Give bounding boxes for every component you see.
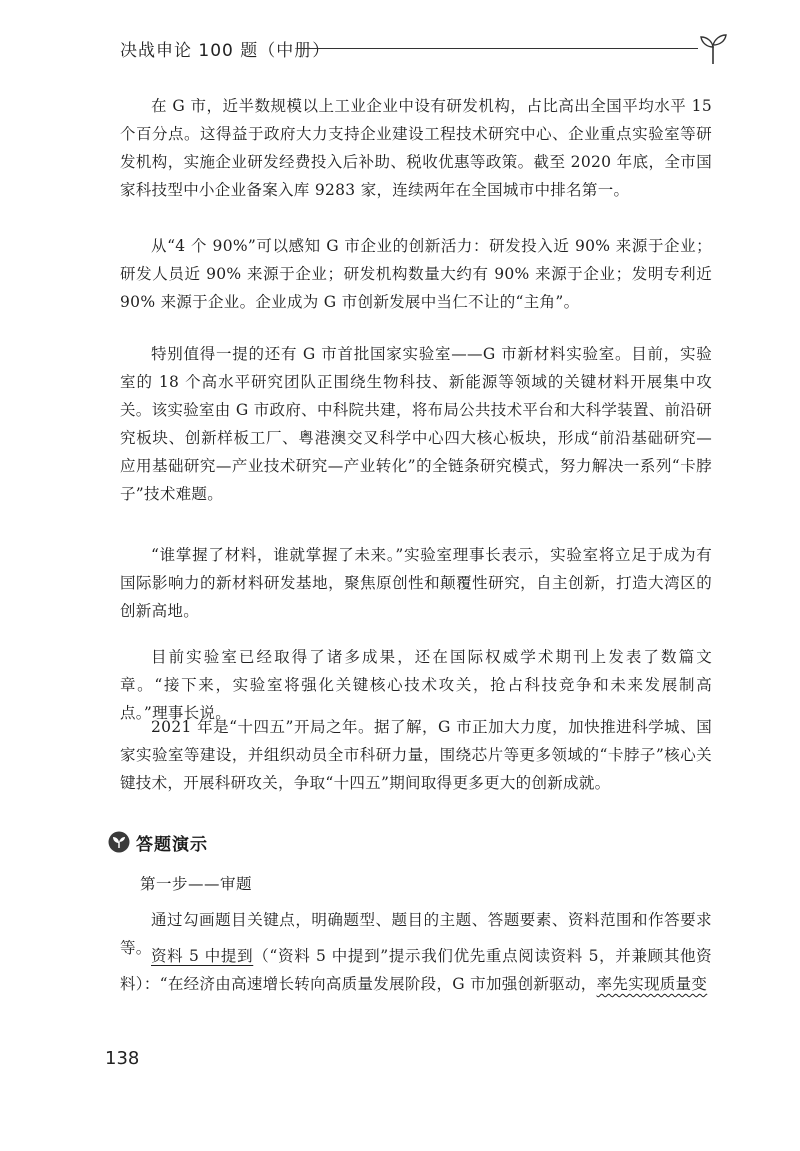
paragraph-6: 2021 年是“十四五”开局之年。据了解，G 市正加大力度，加快推进科学城、国家实验室等建设，并组织动员全市科研力量，围绕芯片等更多领域的“卡脖子”核心关键技术，开展科研攻关，争取“十四五”期间取得更多更大的创新成就。 bbox=[120, 718, 712, 792]
wavy-underlined-phrase: 率先实现质量变 bbox=[596, 975, 708, 993]
paragraph-4: “谁掌握了材料，谁就掌握了未来。”实验室理事长表示，实验室将立足于成为有国际影响力的新材料研发基地，聚焦原创性和颠覆性研究，自主创新，打造大湾区的创新高地。 bbox=[120, 546, 712, 620]
paragraph-8-body: （“资料 5 中提到”提示我们优先重点阅读资料 5，并兼顾其他资料）：“在经济由高速增长转向高质量发展阶段，G 市加强创新驱动， bbox=[120, 947, 712, 993]
section-title: 答题演示 bbox=[136, 834, 208, 855]
paragraph-5: 目前实验室已经取得了诸多成果，还在国际权威学术期刊上发表了数篇文章。“接下来，实验室将强化关键核心技术攻关，抢占科技竞争和未来发展制高点。”理事长说。 bbox=[120, 648, 712, 722]
paragraph-1: 在 G 市，近半数规模以上工业企业中设有研发机构，占比高出全国平均水平 15 个百分点。这得益于政府大力支持企业建设工程技术研究中心、企业重点实验室等研发机构，实施企业研发经费投入后补助、税收优惠等政策。截至 2020 年底，全市国家科技型中小企业备案入库 9283 家，连续两年在全国城市中排名第一。 bbox=[120, 97, 712, 199]
paragraph-8 bbox=[120, 942, 712, 998]
page-number: 138 bbox=[105, 1048, 140, 1069]
sprout-icon bbox=[698, 32, 728, 66]
underlined-phrase: 资料 5 中提到 bbox=[151, 947, 254, 965]
paragraph-2: 从“4 个 90%”可以感知 G 市企业的创新活力：研发投入近 90% 来源于企业；研发人员近 90% 来源于企业；研发机构数量大约有 90% 来源于企业；发明专利近 90% 来源于企业。企业成为 G 市创新发展中当仁不让的“主角”。 bbox=[120, 237, 712, 311]
paragraph-3: 特别值得一提的还有 G 市首批国家实验室——G 市新材料实验室。目前，实验室的 18 个高水平研究团队正围绕生物科技、新能源等领域的关键材料开展集中攻关。该实验室由 G 市政府、中科院共建，将布局公共技术平台和大科学装置、前沿研究板块、创新样板工厂、粤港澳交叉科学中心四大核心板块，形成“前沿基础研究—应用基础研究—产业技术研究—产业转化”的全链条研究模式，努力解决一系列“卡脖子”技术难题。 bbox=[120, 345, 712, 503]
page-header bbox=[120, 30, 740, 70]
section-heading bbox=[108, 828, 208, 856]
step-label: 第一步——审题 bbox=[140, 875, 253, 893]
paragraph-7: 通过勾画题目关键点，明确题型、题目的主题、答题要素、资料范围和作答要求等。 bbox=[120, 911, 712, 957]
header-rule bbox=[298, 48, 698, 49]
book-title: 决战申论 100 题（中册） bbox=[120, 41, 331, 61]
leaf-badge-icon bbox=[108, 831, 130, 853]
